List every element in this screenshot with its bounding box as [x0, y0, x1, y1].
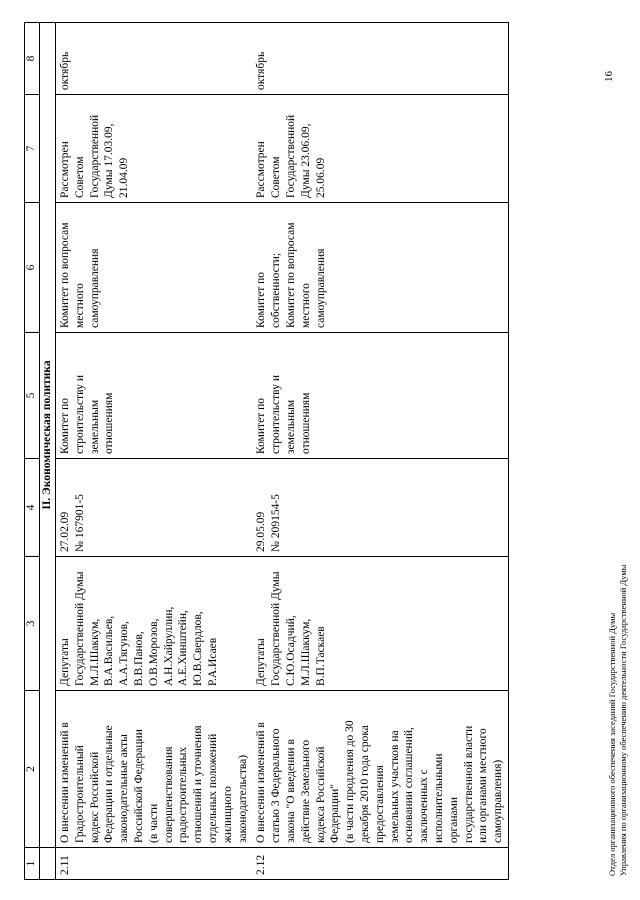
- planned-month: октябрь: [252, 23, 508, 95]
- status: Рассмотрен Советом Государственной Думы 17.03.09, 21.04.09: [56, 95, 253, 203]
- section-spacer: [40, 848, 56, 880]
- bill-title: О внесении изменений в статью 3 Федерального закона "О введении в действие Земельного кодекса Российской Федерации" (в части продления до 30 декабря 2010 года срока предоставления земельных участков на основании соглашений, заключенных с исполнительными органами государственной власти или органами местного самоуправления): [252, 691, 508, 848]
- column-number: 5: [25, 333, 40, 459]
- bill-authors: Депутаты Государственной Думы М.Л.Шаккум, В.А.Васильев, А.А.Тягунов, В.В.Панов, О.В.Морозов, А.Н.Хайруллин, А.Е.Хинштейн, Ю.В.Свердлов, Р.А.Исаев: [56, 557, 253, 691]
- table-row: [252, 23, 508, 880]
- responsible-committee: Комитет по строительству и земельным отношениям: [252, 333, 508, 459]
- bill-title: О внесении изменений в Градостроительный кодекс Российской Федерации и отдельные законодательные акты Российской Федерации (в части совершенствования градостроительных отношений и уточнения отдельных положений жилищного законодательства): [56, 691, 253, 848]
- bill-authors: Депутаты Государственной Думы С.Ю.Осадчий, М.Л.Шаккум, В.П.Таскаев: [252, 557, 508, 691]
- footer-line: Управления по организационному обеспечению деятельности Государственной Думы: [618, 564, 628, 876]
- column-number: 7: [25, 95, 40, 203]
- column-number: 2: [25, 691, 40, 848]
- row-number: 2.12: [252, 848, 508, 880]
- page-number: 16: [603, 71, 615, 82]
- column-number: 1: [25, 848, 40, 880]
- column-number: 3: [25, 557, 40, 691]
- co-committee: Комитет по вопросам местного самоуправления: [56, 203, 253, 333]
- column-number: 4: [25, 459, 40, 557]
- column-number: 8: [25, 23, 40, 95]
- section-row: [40, 23, 56, 880]
- table-row: [56, 23, 253, 880]
- column-number-row: [25, 23, 40, 880]
- status: Рассмотрен Советом Государственной Думы 23.06.09, 25.06.09: [252, 95, 508, 203]
- registration: 29.05.09 № 209154-5: [252, 459, 508, 557]
- registration: 27.02.09 № 167901-5: [56, 459, 253, 557]
- legislation-plan-table: [24, 22, 509, 880]
- column-number: 6: [25, 203, 40, 333]
- planned-month: октябрь: [56, 23, 253, 95]
- row-number: 2.11: [56, 848, 253, 880]
- footer-line: Отдел организационного обеспечения заседаний Государственной Думы: [607, 612, 617, 876]
- page-footer: [607, 565, 629, 876]
- co-committee: Комитет по собственности; Комитет по вопросам местного самоуправления: [252, 203, 508, 333]
- responsible-committee: Комитет по строительству и земельным отношениям: [56, 333, 253, 459]
- section-title: II. Экономическая политика: [40, 23, 56, 848]
